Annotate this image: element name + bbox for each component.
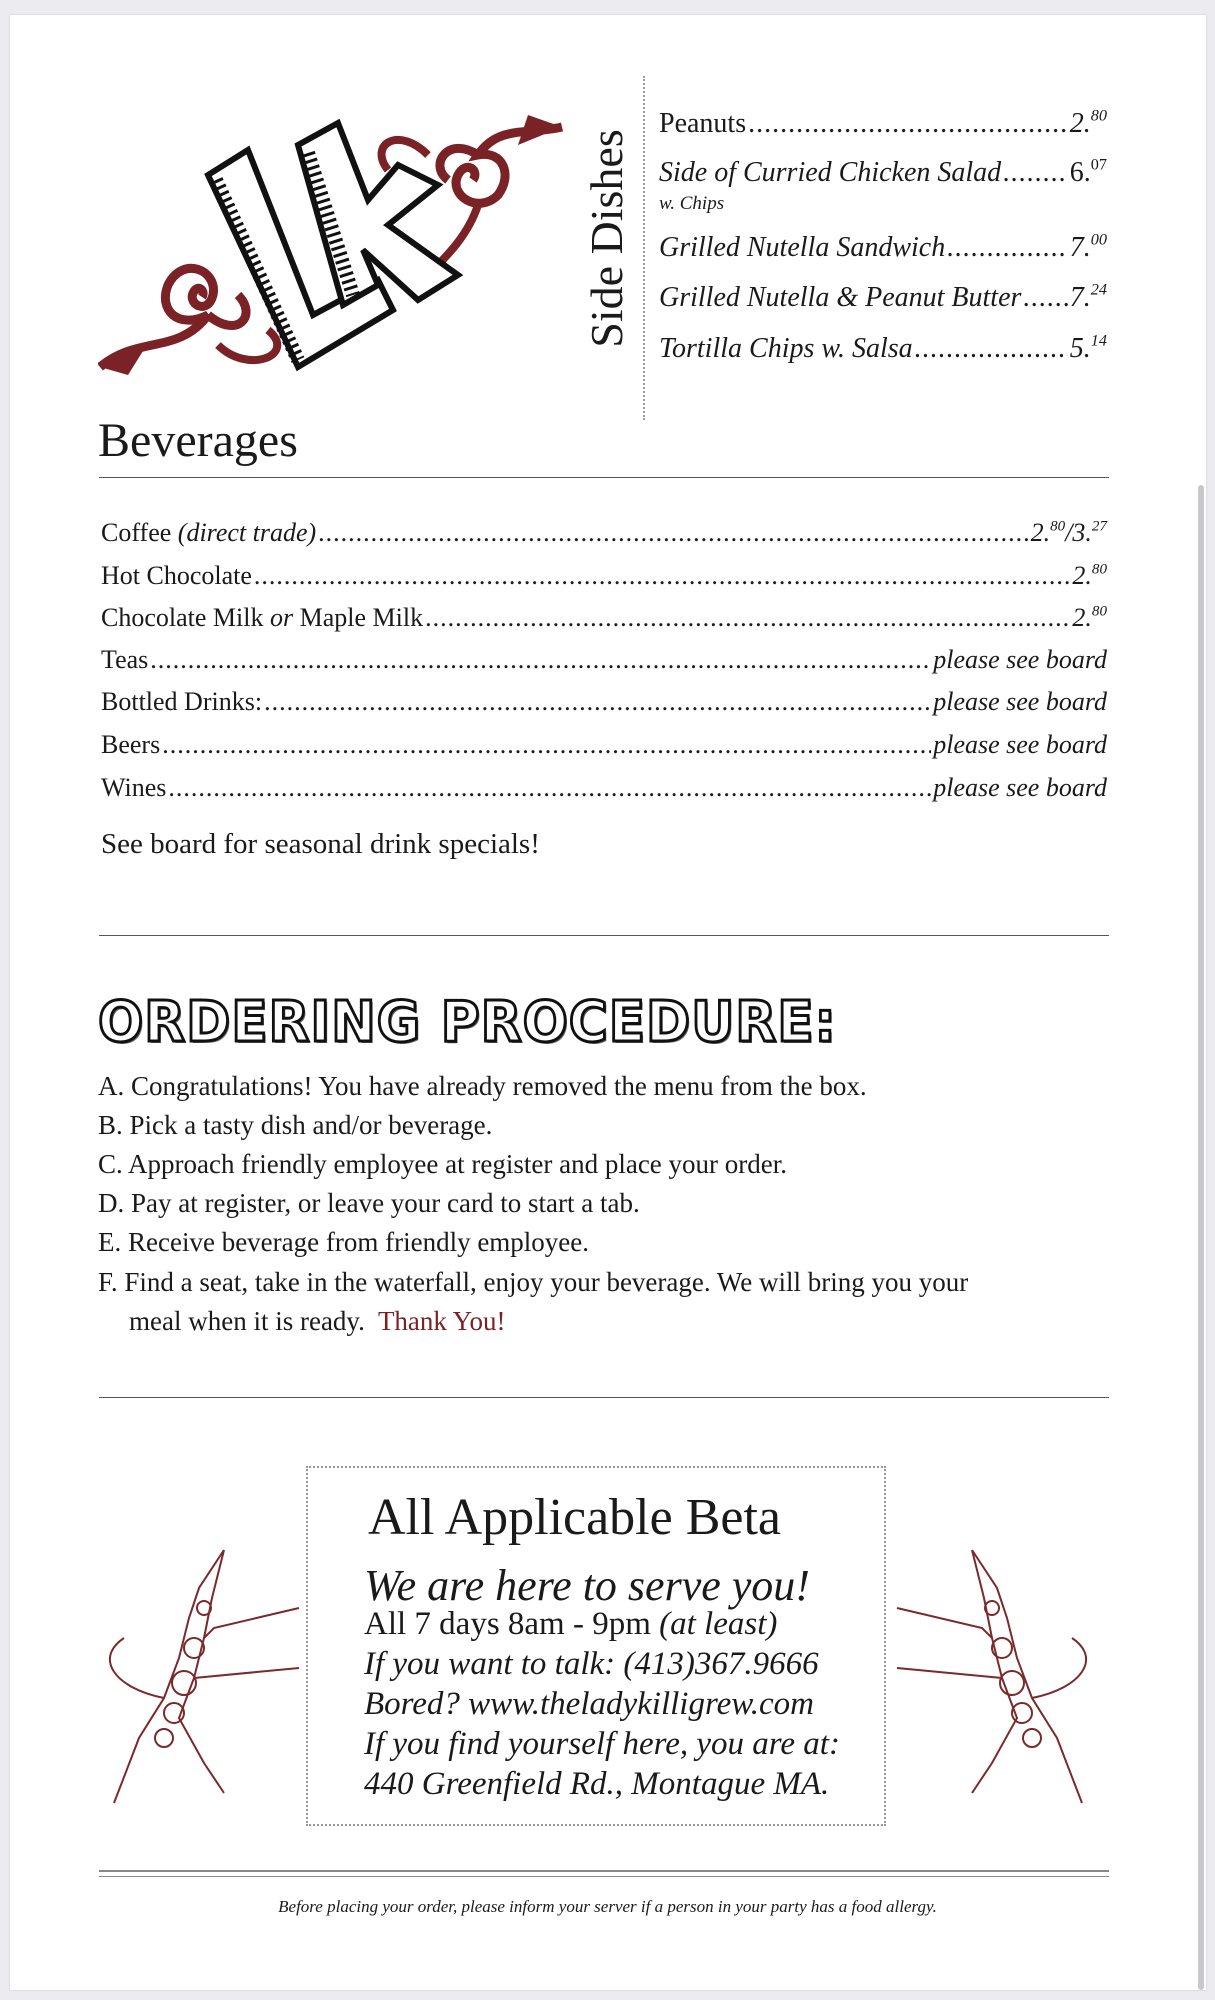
lk-logo (98, 105, 564, 385)
step: E. Receive beverage from friendly employee. (98, 1227, 590, 1257)
step-text: meal when it is ready. (129, 1306, 365, 1336)
item-price: 6.07 (1069, 155, 1107, 188)
item-price: 5.14 (1069, 331, 1107, 364)
item-name: Coffee (101, 518, 172, 547)
item-price: 2.80/3.27 (1030, 518, 1107, 547)
beverage-item (101, 730, 1107, 760)
item-name: Bottled Drinks: (101, 687, 263, 716)
step-continued (129, 1306, 505, 1337)
item-price: please see board (933, 773, 1107, 802)
beverage-item (101, 518, 1107, 548)
divider (99, 935, 1109, 936)
item-note: w. Chips (659, 193, 725, 214)
item-name: Grilled Nutella & Peanut Butter (659, 282, 1022, 313)
item-name: Teas (101, 645, 149, 674)
beverages-heading: Beverages (98, 414, 298, 467)
info-phone: If you want to talk: (413)367.9666 (364, 1646, 819, 1682)
item-name: Side of Curried Chicken Salad (659, 157, 1002, 188)
step: B. Pick a tasty dish and/or beverage. (98, 1110, 493, 1140)
item-price: 7.24 (1069, 280, 1107, 313)
item-price: 2.80 (1072, 561, 1107, 590)
info-title: All Applicable Beta (368, 1489, 782, 1546)
side-item (659, 108, 1107, 140)
double-divider (99, 1870, 1109, 1877)
item-name: Hot Chocolate (101, 561, 252, 590)
info-location-intro: If you find yourself here, you are at: (364, 1726, 840, 1762)
item-price: please see board (933, 687, 1107, 716)
step: C. Approach friendly employee at register and place your order. (98, 1149, 788, 1179)
beverage-item (101, 645, 1107, 675)
step: F. Find a seat, take in the waterfall, enjoy your beverage. We will bring you your (98, 1267, 969, 1297)
hours-note: (at least) (659, 1606, 778, 1642)
item-name: Grilled Nutella Sandwich (659, 232, 946, 263)
beverage-item (101, 561, 1107, 591)
info-website[interactable]: Bored? www.theladykilligrew.com (364, 1686, 815, 1722)
divider (99, 1397, 1109, 1398)
lk-letters (208, 123, 458, 367)
side-item (659, 157, 1107, 189)
item-name-2: Maple Milk (299, 603, 424, 632)
item-price: 2.80 (1069, 106, 1107, 139)
item-price: 7.00 (1069, 230, 1107, 263)
beverage-item (101, 773, 1107, 803)
info-hours (364, 1606, 777, 1643)
step: D. Pay at register, or leave your card to start a tab. (98, 1188, 640, 1218)
beverage-item (101, 687, 1107, 717)
step: A. Congratulations! You have already removed the menu from the box. (98, 1071, 867, 1101)
side-dishes-heading: Side Dishes (580, 128, 632, 348)
item-price: please see board (933, 645, 1107, 674)
item-qualifier: (direct trade) (177, 518, 317, 547)
info-box (306, 1466, 886, 1826)
item-name: Beers (101, 730, 161, 759)
info-address: 440 Greenfield Rd., Montague MA. (364, 1766, 830, 1802)
ordering-heading: ORDERING PROCEDURE: (98, 990, 837, 1055)
side-item (659, 232, 1107, 264)
item-name: Peanuts (659, 108, 747, 139)
item-name: Wines (101, 773, 167, 802)
thank-you: Thank You! (377, 1306, 506, 1336)
side-item (659, 282, 1107, 314)
item-price: 2.80 (1072, 603, 1107, 632)
hours: All 7 days 8am - 9pm (364, 1606, 651, 1642)
info-tagline: We are here to serve you! (364, 1561, 810, 1610)
side-item (659, 333, 1107, 365)
allergy-notice: Before placing your order, please inform your server if a person in your party has a food allergy. (278, 1897, 937, 1916)
divider (99, 477, 1109, 478)
item-name: Chocolate Milk (101, 603, 264, 632)
scrollbar[interactable] (1198, 485, 1204, 1990)
dog-right-illustration (888, 1548, 1102, 1812)
item-price: please see board (933, 730, 1107, 759)
dog-left-illustration (94, 1548, 308, 1812)
side-divider (643, 76, 645, 420)
seasonal-note: See board for seasonal drink specials! (101, 828, 540, 860)
or-text: or (269, 603, 294, 632)
beverage-item (101, 603, 1107, 633)
item-name: Tortilla Chips w. Salsa (659, 333, 913, 364)
side-dishes-heading-wrap (576, 112, 636, 364)
